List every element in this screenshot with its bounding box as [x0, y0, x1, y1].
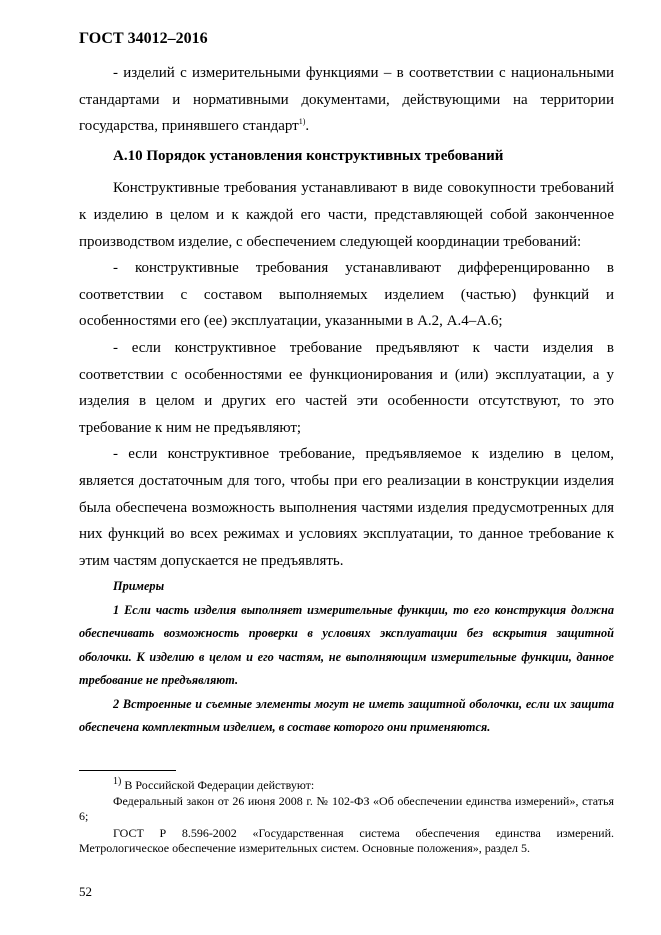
paragraph-end: . [305, 118, 310, 135]
paragraph-differentiated: - конструктивные требования устанавливают дифференцированно в соответствии с составом выполняемых изделием (частью) функций и особенностями его (ее) эксплуатации, указанными в А.2, А.4–А.6; [79, 260, 614, 330]
examples-title: Примеры [113, 579, 165, 594]
running-header: ГОСТ 34012–2016 [79, 30, 208, 47]
footnote-law: Федеральный закон от 26 июня 2008 г. № 102-ФЗ «Об обеспечении единства измерений», статья 6; [79, 794, 614, 824]
main-text [79, 60, 614, 740]
paragraph-whole-requirement: - если конструктивное требование, предъявляемое к изделию в целом, является достаточным для того, чтобы при его реализации в конструкции изделия была обеспечена возможность выполнения частями изделия предусмотренных для них функций во всех режимах и условиях эксплуатации, то данное требование к этим частям допускается не предъявлять. [79, 446, 614, 569]
footnote-mark: 1) [113, 776, 122, 787]
example-item-2: 2 Встроенные и съемные элементы могут не иметь защитной оболочки, если их защита обеспечена комплектным изделием, в составе которого они применяются. [79, 696, 614, 735]
footnote-gost: ГОСТ Р 8.596-2002 «Государственная система обеспечения единства измерений. Метрологическое обеспечение измерительных систем. Основные положения», раздел 5. [79, 825, 614, 855]
paragraph-measuring-products [79, 60, 614, 140]
footnote-reference[interactable]: 1) [298, 117, 306, 127]
footnote-divider [79, 770, 176, 771]
footnotes [79, 774, 614, 857]
paragraph-part-requirement: - если конструктивное требование предъявляют к части изделия в соответствии с особенностями ее функционирования и (или) эксплуатации, а у изделия в целом и других его частей эти особенности отсутствуют, то это требование к ним не предъявляют; [79, 339, 614, 436]
paragraph-text: - изделий с измерительными функциями – в соответствии с национальными стандартами и нормативными документами, действующими на территории государства, принявшего стандарт [79, 65, 614, 135]
paragraph-design-requirements: Конструктивные требования устанавливают в виде совокупности требований к изделию в целом и к каждой его части, представляющей собой законченное производством изделие, с обеспечением следующей координации требований: [79, 180, 614, 250]
example-item-1: 1 Если часть изделия выполняет измерительные функции, то его конструкция должна обеспечивать возможность проверки в условиях эксплуатации без вскрытия защитной оболочки. К изделию в целом и его частям, не выполняющим измерительные функции, данное требование не предъявляют. [79, 602, 614, 688]
section-heading: А.10 Порядок установления конструктивных требований [113, 147, 504, 164]
examples-block [79, 575, 614, 740]
footnote-text: В Российской Федерации действуют: [121, 778, 315, 792]
footnote-1 [79, 774, 614, 793]
page-number: 52 [79, 884, 92, 899]
